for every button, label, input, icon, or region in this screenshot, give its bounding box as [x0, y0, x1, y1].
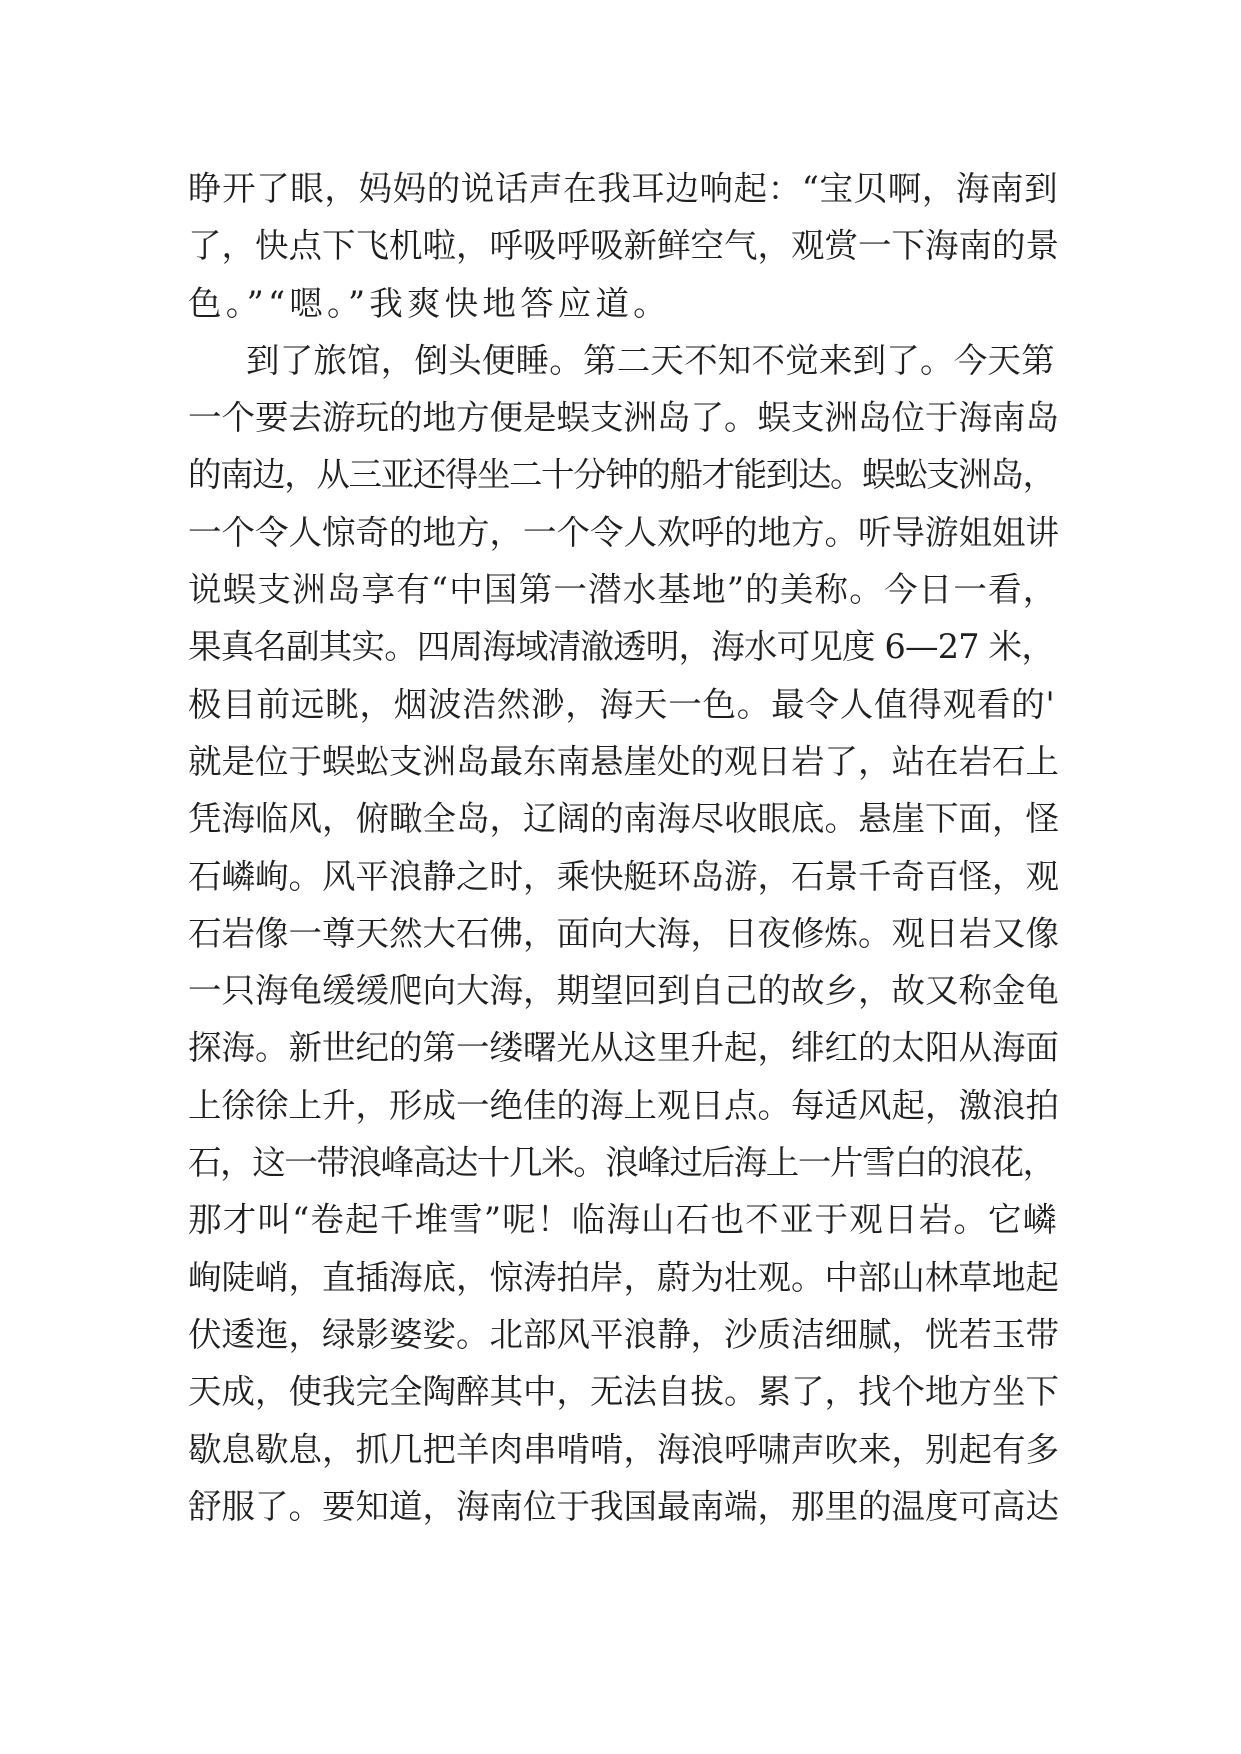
paragraph-start-line: 到了旅馆，倒头便睡。第二天不知不觉来到了。今天第 — [246, 340, 1055, 380]
text-line: 天成，使我完全陶醉其中，无法自拔。累了，找个地方坐下 — [188, 1372, 1059, 1412]
text-line: 就是位于蜈蚣支洲岛最东南悬崖处的观日岩了，站在岩石上 — [188, 741, 1059, 781]
text-line: 说蜈支洲岛享有“中国第一潜水基地”的美称。今日一看， — [188, 570, 1058, 610]
text-line: 伏逶迤，绿影婆娑。北部风平浪静，沙质洁细腻，恍若玉带 — [188, 1314, 1059, 1354]
text-line: 一个要去游玩的地方便是蜈支洲岛了。蜈支洲岛位于海南岛 — [188, 398, 1059, 438]
text-line: 歇息歇息，抓几把羊肉串啃啃，海浪呼啸声吹来，别起有多 — [188, 1429, 1059, 1469]
text-line: 石嶙峋。风平浪静之时，乘快艇环岛游，石景千奇百怪，观 — [188, 856, 1059, 896]
text-line: 一个令人惊奇的地方，一个令人欢呼的地方。听导游姐姐讲 — [188, 512, 1059, 552]
text-line: 那才叫“卷起千堆雪”呢！临海山石也不亚于观日岩。它嶙 — [188, 1200, 1058, 1240]
text-line: 色。”“嗯。”我爽快地答应道。 — [188, 283, 671, 323]
text-line: 舒服了。要知道，海南位于我国最南端，那里的温度可高达 — [188, 1486, 1059, 1526]
text-line: 石岩像一尊天然大石佛，面向大海，日夜修炼。观日岩又像 — [188, 913, 1059, 953]
text-line: 探海。新世纪的第一缕曙光从这里升起，绯红的太阳从海面 — [188, 1028, 1059, 1068]
text-line: 一只海龟缓缓爬向大海，期望回到自己的故乡，故又称金龟 — [188, 971, 1059, 1011]
text-line: 果真名副其实。四周海域清澈透明，海水可见度 6—27 米， — [188, 627, 1055, 667]
text-line: 上徐徐上升，形成一绝佳的海上观日点。每适风起，激浪拍 — [188, 1085, 1059, 1125]
text-line: 了，快点下飞机啦，呼吸呼吸新鲜空气，观赏一下海南的景 — [188, 226, 1059, 266]
text-line: 石，这一带浪峰高达十几米。浪峰过后海上一片雪白的浪花， — [188, 1143, 1055, 1183]
text-line: 峋陡峭，直插海底，惊涛拍岸，蔚为壮观。中部山林草地起 — [188, 1257, 1059, 1297]
text-line: 的南边，从三亚还得坐二十分钟的船才能到达。蜈蚣支洲岛， — [188, 455, 1055, 495]
text-line: 极目前远眺，烟波浩然渺，海天一色。最令人值得观看的' — [188, 684, 1056, 724]
text-line: 凭海临风，俯瞰全岛，辽阔的南海尽收眼底。悬崖下面，怪 — [188, 799, 1059, 839]
text-line: 睁开了眼，妈妈的说话声在我耳边响起：“宝贝啊，海南到 — [188, 169, 1059, 208]
body-text — [188, 160, 1058, 1535]
